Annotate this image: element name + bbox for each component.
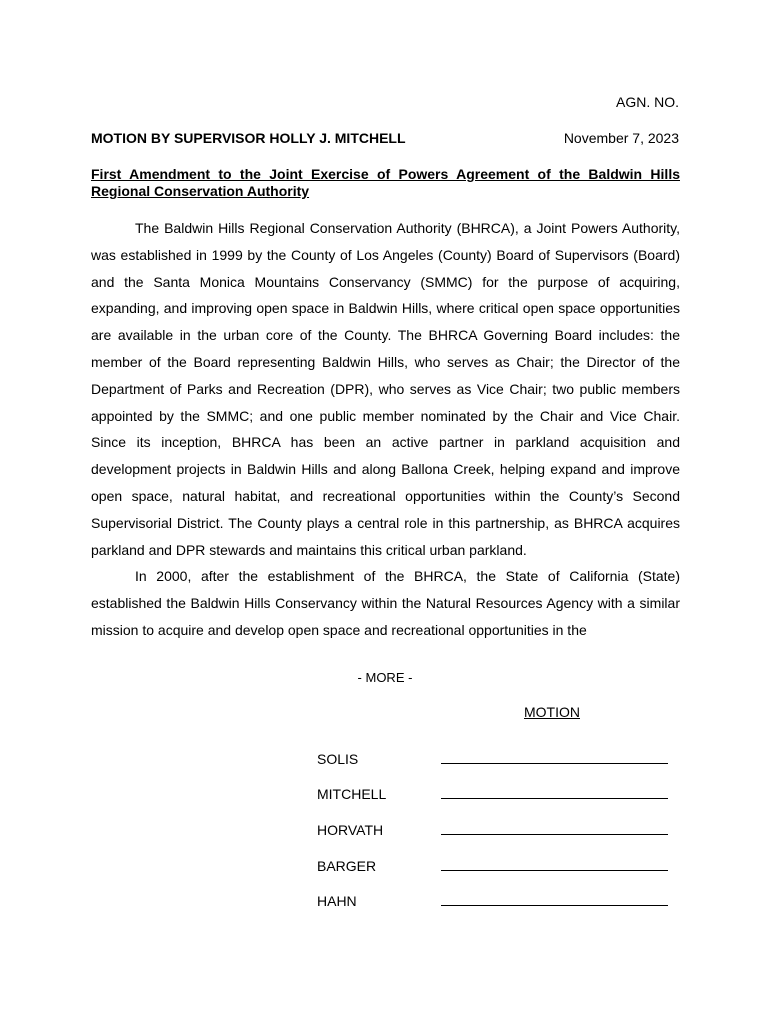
motion-header (91, 130, 679, 146)
signature-line (441, 856, 668, 871)
supervisor-name: HORVATH (317, 822, 384, 839)
signature-line (441, 749, 668, 764)
supervisor-name: BARGER (317, 857, 377, 874)
signature-line (441, 784, 668, 799)
motion-by-label: MOTION BY SUPERVISOR HOLLY J. MITCHELL (91, 130, 406, 146)
agenda-number-label: AGN. NO. (615, 94, 679, 110)
signature-line (441, 820, 668, 835)
motion-date: November 7, 2023 (563, 130, 679, 146)
vote-row-hahn (317, 881, 668, 917)
vote-row-horvath (317, 809, 668, 845)
vote-row-solis (317, 738, 668, 774)
vote-list (317, 738, 668, 916)
document-title: First Amendment to the Joint Exercise of Powers Agreement of the Baldwin Hills Regional Conservation Authority (91, 166, 680, 199)
supervisor-name: HAHN (317, 893, 357, 910)
motion-vote-heading: MOTION (524, 704, 580, 720)
more-indicator: - MORE - (357, 670, 413, 685)
vote-row-mitchell (317, 774, 668, 810)
supervisor-name: SOLIS (317, 750, 359, 767)
supervisor-name: MITCHELL (317, 786, 387, 803)
signature-line (441, 891, 668, 906)
motion-body (91, 215, 680, 644)
vote-row-barger (317, 845, 668, 881)
paragraph-2: In 2000, after the establishment of the BHRCA, the State of California (State) established the Baldwin Hills Conservancy within the Natural Resources Agency with a similar mission to acquire and develop open space and recreational opportunities in the (91, 568, 680, 638)
paragraph-1: The Baldwin Hills Regional Conservation Authority (BHRCA), a Joint Powers Authority, was established in 1999 by the County of Los Angeles (County) Board of Supervisors (Board) and the Santa Monica Mountains Conservancy (SMMC) for the purpose of acquiring, expanding, and improving open space in Baldwin Hills, where critical open space opportunities are available in the urban core of the County. The BHRCA Governing Board includes: the member of the Board representing Baldwin Hills, who serves as Chair; the Director of the Department of Parks and Recreation (DPR), who serves as Vice Chair; two public members appointed by the SMMC; and one public member nominated by the Chair and Vice Chair. Since its inception, BHRCA has been an active partner in parkland acquisition and development projects in Baldwin Hills and along Ballona Creek, helping expand and improve open space, natural habitat, and recreational opportunities within the County’s Second Supervisorial District. The County plays a central role in this partnership, as BHRCA acquires parkland and DPR stewards and maintains this critical urban parkland. (91, 220, 680, 558)
